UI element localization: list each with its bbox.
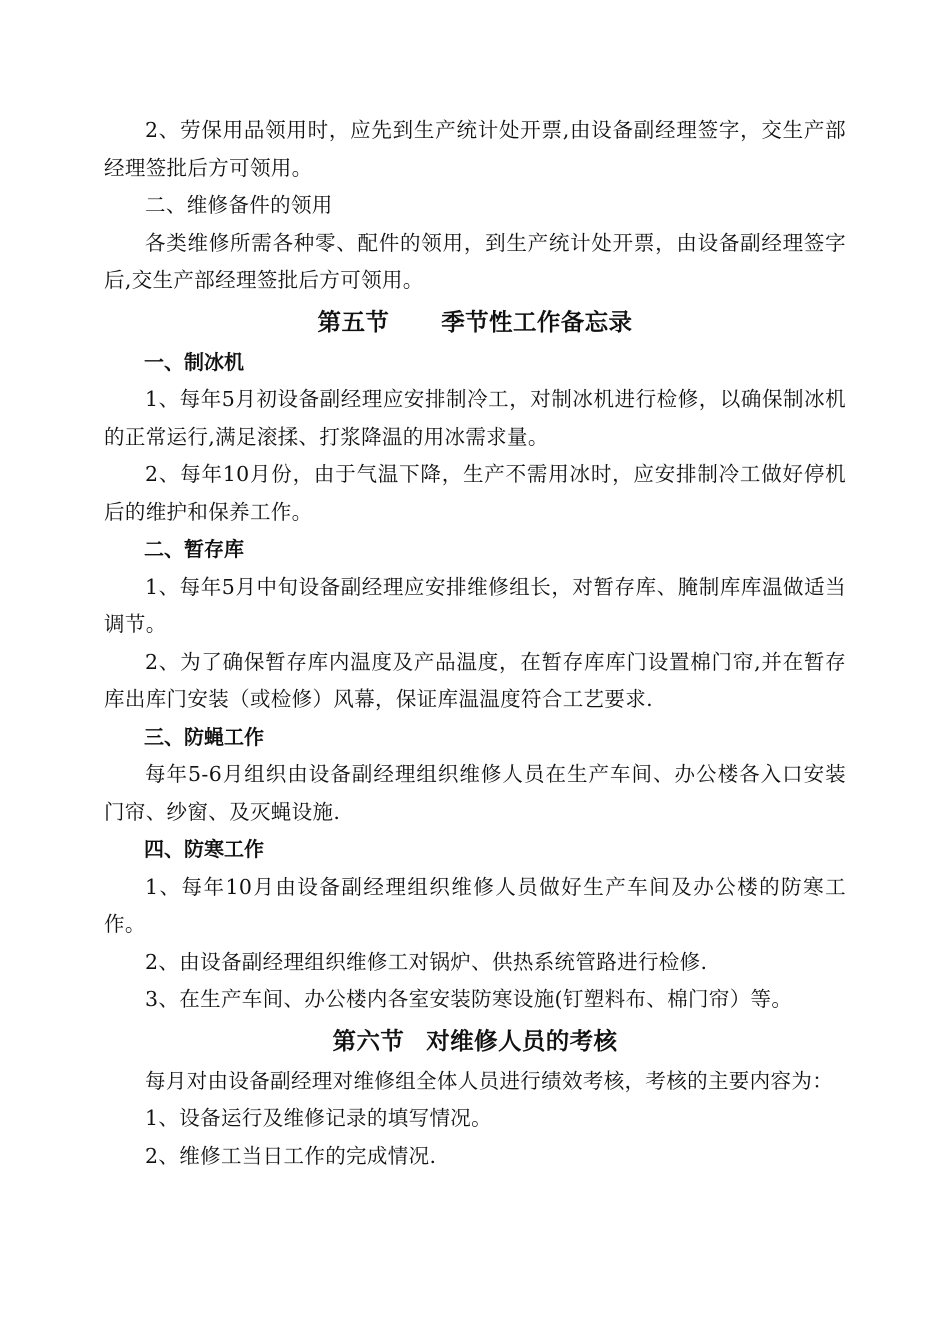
list-item: 1、每年5月初设备副经理应安排制冷工，对制冰机进行检修，以确保制冰机的正常运行,满足滚揉、打浆降温的用冰需求量。 — [104, 387, 846, 449]
subheading-fly-control: 三、防蝇工作 — [144, 724, 264, 749]
list-item: 2、维修工当日工作的完成情况. — [145, 1143, 437, 1168]
paragraph-ppe-requisition: 2、劳保用品领用时，应先到生产统计处开票,由设备副经理签字，交生产部经理签批后方可领用。 — [104, 118, 846, 180]
list-item: 2、每年10月份，由于气温下降，生产不需用冰时，应安排制冷工做好停机后的维护和保养工作。 — [104, 462, 846, 524]
section-title: 对维修人员的考核 — [426, 1026, 618, 1055]
section-heading-5 — [104, 300, 846, 344]
list-item: 2、为了确保暂存库内温度及产品温度，在暂存库库门设置棉门帘,并在暂存库出库门安装（或检修）风幕，保证库温温度符合工艺要求. — [104, 649, 846, 711]
list-item: 3、在生产车间、办公楼内各室安装防寒设施(钉塑料布、棉门帘）等。 — [145, 987, 793, 1011]
subheading-cold-protection: 四、防寒工作 — [144, 837, 264, 861]
list-item: 1、设备运行及维修记录的填写情况。 — [145, 1106, 492, 1130]
list-item: 每年5-6月组织由设备副经理组织维修人员在生产车间、办公楼各入口安装门帘、纱窗、及灭蝇设施. — [104, 762, 846, 824]
section-heading-6 — [104, 1019, 846, 1063]
subheading-spare-parts: 二、维修备件的领用 — [145, 193, 333, 217]
section-number: 第五节 — [317, 307, 390, 336]
list-item: 2、由设备副经理组织维修工对锅炉、供热系统管路进行检修. — [145, 949, 708, 974]
subheading-ice-machine: 一、制冰机 — [144, 349, 244, 374]
document-page — [104, 112, 846, 1175]
paragraph-assessment-intro: 每月对由设备副经理对维修组全体人员进行绩效考核，考核的主要内容为： — [145, 1068, 834, 1093]
list-item: 1、每年10月由设备副经理组织维修人员做好生产车间及办公楼的防寒工作。 — [104, 874, 846, 936]
section-title: 季节性工作备忘录 — [441, 307, 633, 336]
list-item: 1、每年5月中旬设备副经理应安排维修组长，对暂存库、腌制库库温做适当调节。 — [104, 574, 846, 636]
paragraph-spare-parts-requisition: 各类维修所需各种零、配件的领用，到生产统计处开票，由设备副经理签字后,交生产部经理签批后方可领用。 — [104, 230, 846, 292]
subheading-temp-storage: 二、暂存库 — [144, 537, 244, 561]
section-number: 第六节 — [332, 1026, 405, 1055]
